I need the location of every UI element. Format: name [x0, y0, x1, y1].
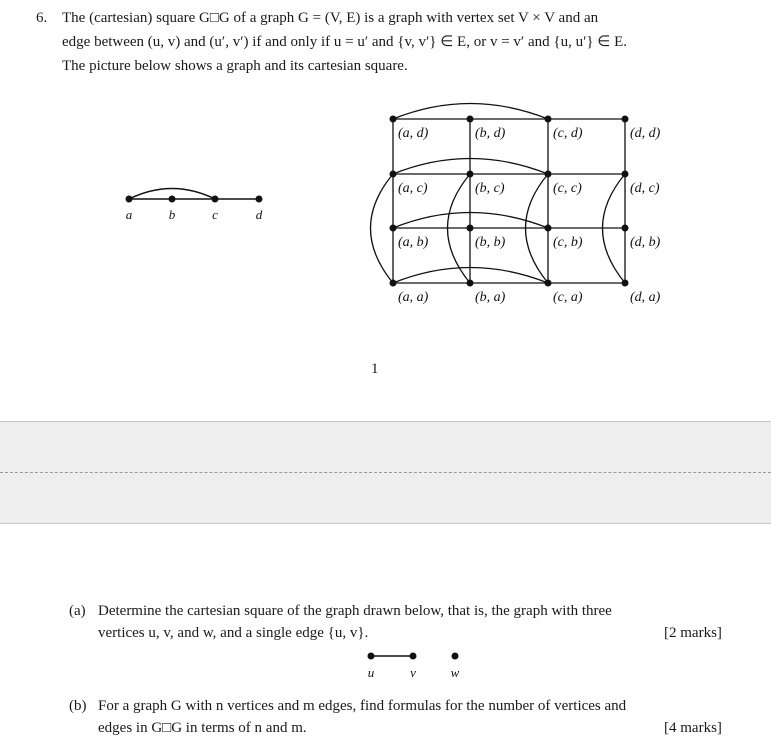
- label-b: b: [168, 207, 176, 222]
- label-b-d: (b, d): [475, 126, 506, 141]
- page-break-bottom-border: [0, 523, 771, 524]
- question-number: 6.: [36, 10, 48, 26]
- label-c: c: [212, 207, 218, 222]
- vertex-w: [452, 653, 459, 660]
- label-b-a: (b, a): [475, 290, 506, 305]
- part-b-line-1: For a graph G with n vertices and m edges, find formulas for the number of vertices and: [98, 698, 627, 714]
- vertex-b: [169, 196, 176, 203]
- vertex-a: [126, 196, 133, 203]
- vertex-d: [256, 196, 263, 203]
- label-a-d: (a, d): [398, 126, 429, 141]
- page-number: 1: [371, 361, 379, 377]
- label-w: w: [450, 665, 460, 680]
- label-d-a: (d, a): [630, 290, 661, 305]
- label-a: a: [125, 207, 133, 222]
- part-a-line-1: Determine the cartesian square of the graph drawn below, that is, the graph with three: [98, 603, 612, 619]
- label-d-c: (d, c): [630, 181, 660, 196]
- label-c-c: (c, c): [553, 181, 582, 196]
- label-u: u: [367, 665, 375, 680]
- path-graph: [129, 189, 259, 200]
- label-c-a: (c, a): [553, 290, 583, 305]
- part-a-label: (a): [69, 603, 86, 619]
- page-break-top-border: [0, 421, 771, 422]
- vertex-u: [368, 653, 375, 660]
- label-d: d: [255, 207, 263, 222]
- label-a-b: (a, b): [398, 235, 429, 250]
- part-b-line-2: edges in G□G in terms of n and m.: [98, 720, 307, 736]
- part-b-label: (b): [69, 698, 87, 714]
- part-a-graph: [360, 645, 470, 685]
- label-v: v: [410, 665, 416, 680]
- page-break-dashed-line: [0, 472, 771, 473]
- vertex-v: [410, 653, 417, 660]
- label-b-c: (b, c): [475, 181, 505, 196]
- part-a-marks: [2 marks]: [664, 625, 722, 641]
- label-c-d: (c, d): [553, 126, 583, 141]
- part-a-line-2: vertices u, v, and w, and a single edge {u, v}.: [98, 625, 369, 641]
- vertex-c: [212, 196, 219, 203]
- question-line-2: edge between (u, v) and (u′, v′) if and only if u = u′ and {v, v′} ∈ E, or v = v′ and {u, u′} ∈ E.: [62, 34, 628, 50]
- label-a-c: (a, c): [398, 181, 428, 196]
- label-b-b: (b, b): [475, 235, 506, 250]
- label-d-b: (d, b): [630, 235, 661, 250]
- label-d-d: (d, d): [630, 126, 661, 141]
- question-line-1: The (cartesian) square G□G of a graph G = (V, E) is a graph with vertex set V × V and an: [62, 10, 599, 26]
- grid-vertices: [390, 116, 629, 287]
- part-b-marks: [4 marks]: [664, 720, 722, 736]
- label-c-b: (c, b): [553, 235, 583, 250]
- question-line-3: The picture below shows a graph and its cartesian square.: [62, 58, 408, 74]
- label-a-a: (a, a): [398, 290, 429, 305]
